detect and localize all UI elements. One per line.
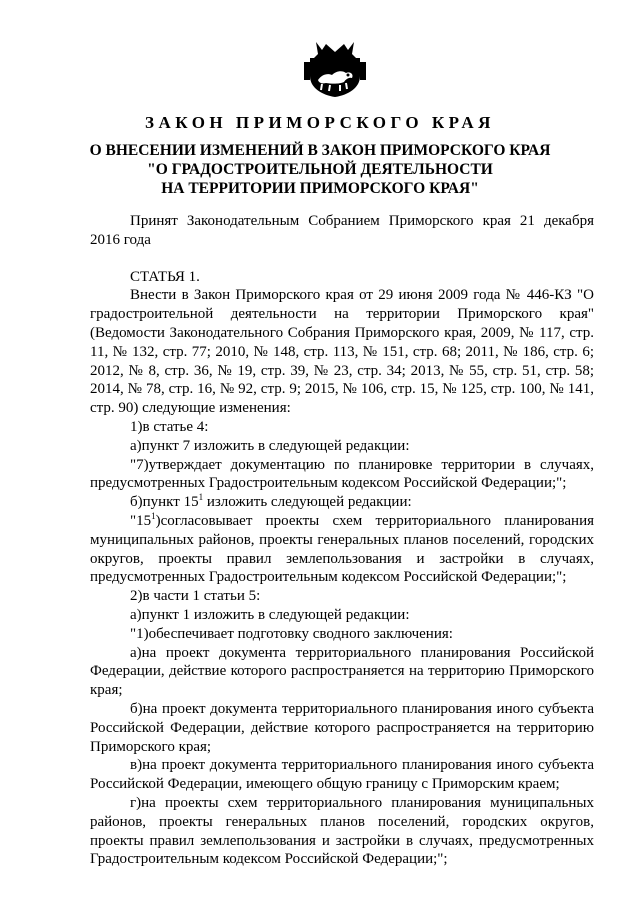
subitem-b: б)на проект документа территориального планирования иного субъекта Российской Федерации, действие которого распространяется на территорию Приморского края; — [90, 700, 594, 755]
superscript: 1 — [198, 492, 204, 503]
item-1a: а)пункт 7 изложить в следующей редакции: — [130, 437, 410, 454]
article-intro: Внести в Закон Приморского края от 29 июня 2009 года № 446-КЗ "О градостроительной деятельности на территории Приморского края" (Ведомости Законодательного Собрания Приморского края, 2009, № 117, стр. 11, № 132, стр. 77; 2010, № 148, стр. 113, № 151, стр. 68; 2011, № 186, стр. 6; 2012, № 8, стр. 36, № 19, стр. 39, № 23, стр. 34; 2013, № 55, стр. 51, стр. 58; 2014, № 78, стр. 16, № 92, стр. 9; 2015, № 106, стр. 15, № 125, стр. 100, № 141, стр. 90) следующие изменения: — [90, 287, 594, 417]
superscript: 1 — [151, 510, 156, 521]
item-1b-text-post: )согласовывает проекты схем территориального планирования муниципальных районов, проекты генеральных планов поселений, городских округов, проекты правил землепользования и застройки в случаях, предусмотренных Градостроительным кодексом Российской Федерации;"; — [90, 512, 594, 586]
adoption-note: Принят Законодательным Собранием Приморского края 21 декабря 2016 года — [90, 213, 594, 248]
item-2a-text: "1)обеспечивает подготовку сводного заключения: — [130, 625, 453, 642]
item-1b-post: изложить следующей редакции: — [203, 494, 412, 511]
subitem-a: а)на проект документа территориального планирования Российской Федерации, действие которого распространяется на территорию Приморского края; — [90, 644, 594, 699]
law-title: ЗАКОН ПРИМОРСКОГО КРАЯ — [145, 113, 495, 132]
item-1: 1)в статье 4: — [130, 418, 209, 435]
item-2a: а)пункт 1 изложить в следующей редакции: — [130, 606, 410, 623]
subitem-v: в)на проект документа территориального планирования иного субъекта Российской Федерации, имеющего общую границу с Приморским краем; — [90, 757, 594, 793]
article-heading: СТАТЬЯ 1. — [130, 268, 200, 285]
item-1b-pre: б)пункт 15 — [130, 494, 199, 511]
subtitle-line: НА ТЕРРИТОРИИ ПРИМОРСКОГО КРАЯ" — [161, 180, 479, 197]
item-1a-text: "7)утверждает документацию по планировке территории в случаях, предусмотренных Градостроительным кодексом Российской Федерации;"; — [90, 456, 594, 492]
subtitle-line: О ВНЕСЕНИИ ИЗМЕНЕНИЙ В ЗАКОН ПРИМОРСКОГО КРАЯ — [89, 142, 551, 159]
item-1b — [90, 493, 594, 512]
coat-of-arms-emblem — [302, 40, 368, 98]
item-1b-text-pre: "15 — [130, 512, 152, 529]
subtitle-line: "О ГРАДОСТРОИТЕЛЬНОЙ ДЕЯТЕЛЬНОСТИ — [147, 161, 493, 178]
item-2: 2)в части 1 статьи 5: — [130, 588, 261, 605]
item-1b-text — [90, 512, 594, 587]
law-body — [90, 212, 594, 869]
subitem-g: г)на проекты схем территориального планирования муниципальных районов, проекты генеральных планов поселений, городских округов, проекты правил землепользования и застройки в случаях, предусмотренных Градостроительным кодексом Российской Федерации;"; — [90, 794, 594, 868]
law-subtitle — [60, 141, 580, 198]
